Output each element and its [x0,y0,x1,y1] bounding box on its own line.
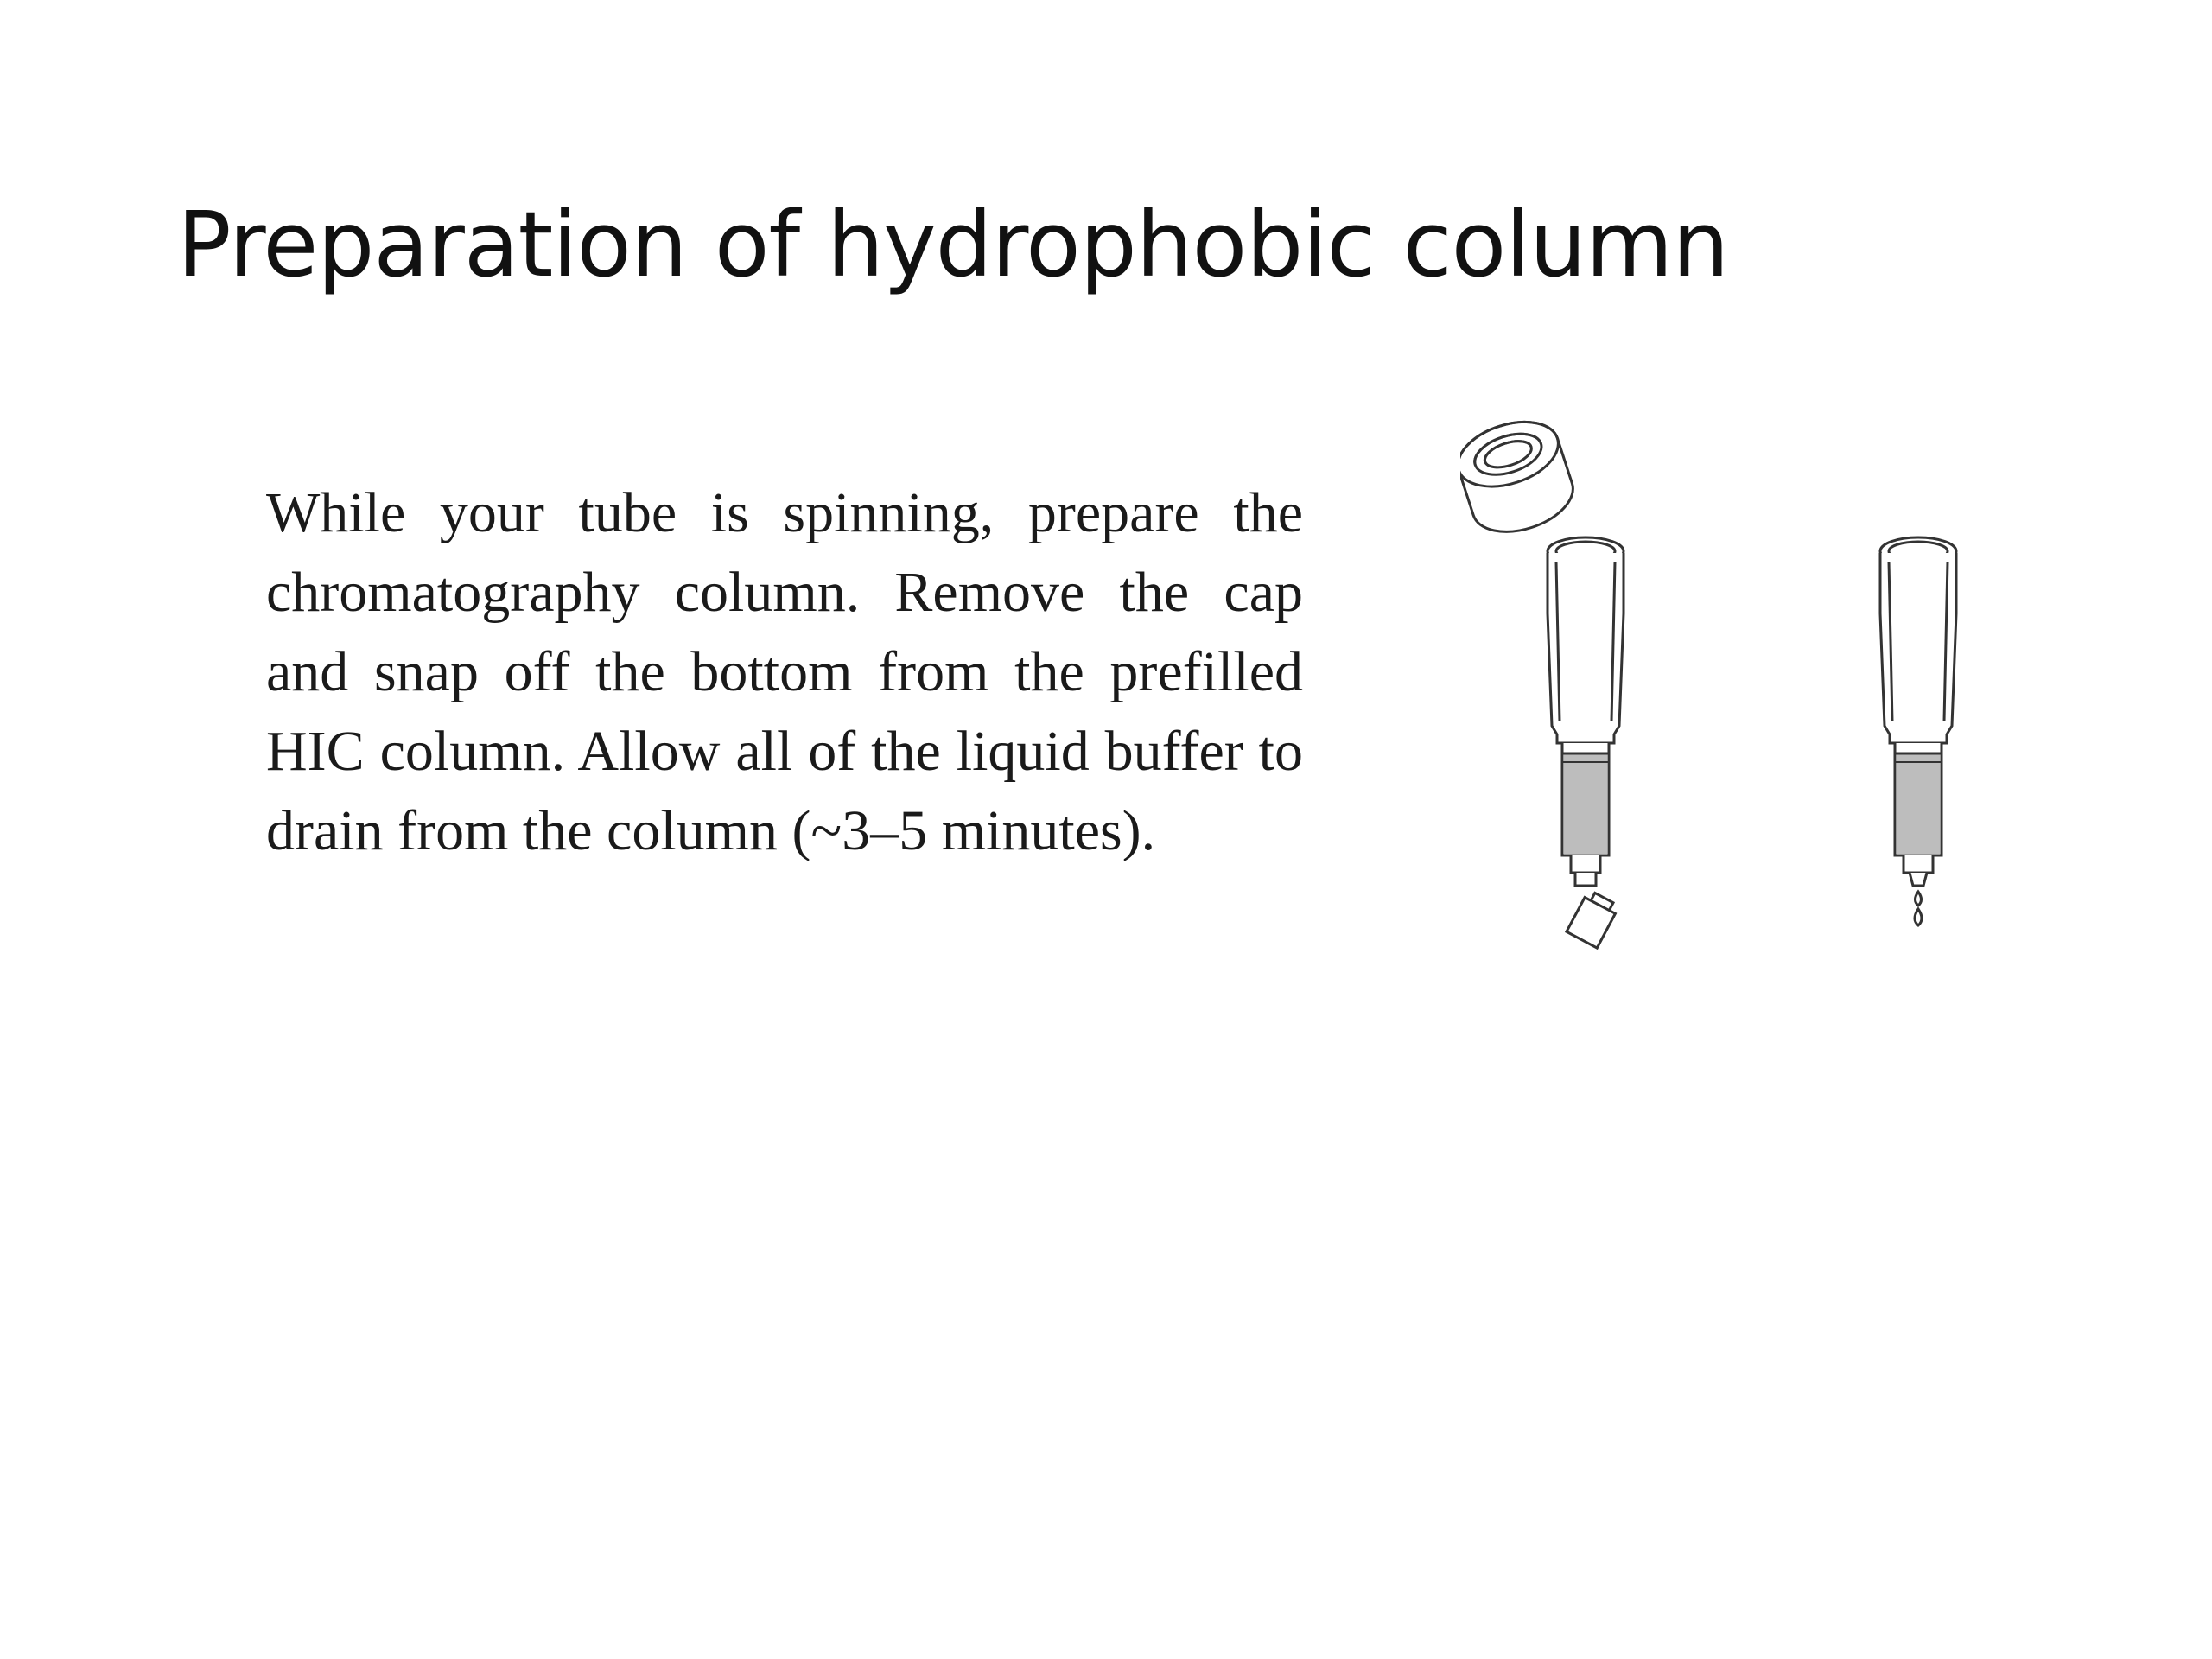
column-illustration [1460,415,2013,950]
instruction-paragraph: While your tube is spinning, prepare the chromatography column. Remove the cap and snap off the bottom from the prefilled HIC column. Allow all of the liquid buffer to drain from the column (~3–5 minutes). [266,481,1303,862]
droplet-icon [1915,892,1922,925]
column-cap-icon [1460,415,1581,543]
slide-title: Preparation of hydrophobic column [177,192,1729,297]
column-draining-icon [1832,415,2005,950]
column-with-cap-removed-icon [1460,415,1650,950]
